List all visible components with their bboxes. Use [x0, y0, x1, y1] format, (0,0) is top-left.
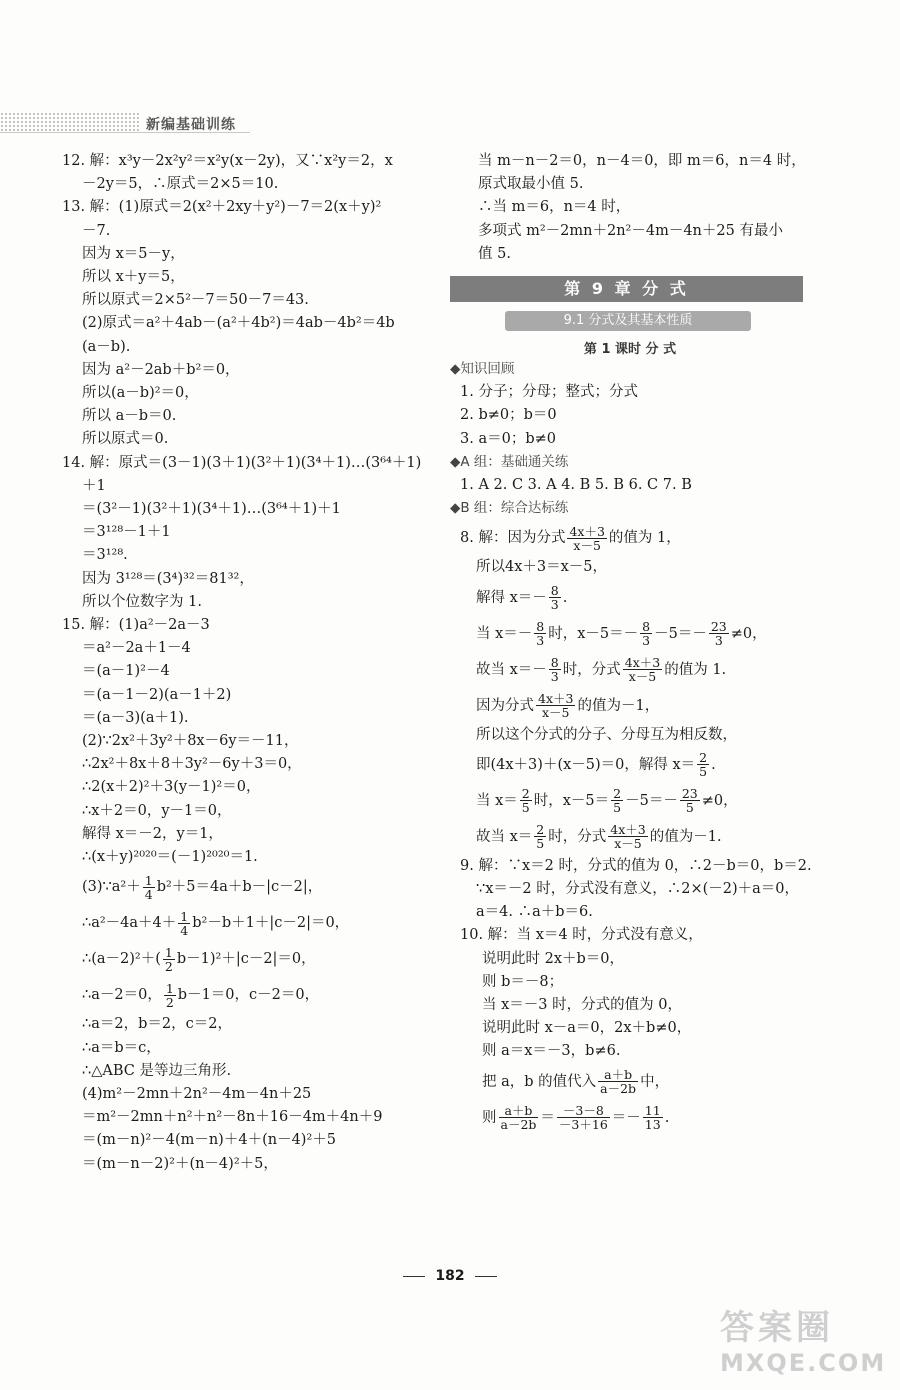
answer-line: ∴2(x＋2)²＋3(y－1)²＝0，: [82, 779, 261, 796]
denominator: 5: [699, 764, 708, 780]
answer-line: 值 5.: [478, 245, 511, 262]
answer-line: 原式取最小值 5.: [478, 176, 584, 193]
denominator: x－5: [614, 836, 642, 852]
numerator: 2: [536, 822, 545, 838]
answer-line: 15. 解：(1)a²－2a－3: [62, 617, 210, 634]
fraction: [623, 656, 662, 683]
answer-line: 所以原式＝2×5²－7＝50－7＝43.: [82, 292, 309, 309]
answer-line: ∴x＋2＝0，y－1＝0，: [82, 802, 232, 819]
answer-line: －7.: [82, 222, 111, 239]
answer-line: ＝3¹²⁸－1＋1: [82, 524, 171, 541]
numerator: a＋b: [598, 1068, 638, 1082]
text-segment: 的值为 1.: [664, 661, 727, 678]
fraction: [549, 584, 561, 611]
answer-line: 所以个位数字为 1.: [82, 593, 202, 610]
numerator: 23: [681, 786, 698, 802]
answer-line: 解得 x＝－2，y＝1，: [82, 825, 223, 842]
answer-line: ＝3¹²⁸.: [82, 547, 128, 564]
answer-line: ＝(m－n－2)²＋(n－4)²＋5，: [82, 1155, 278, 1172]
answer-line: [450, 580, 820, 616]
fraction: [520, 787, 532, 814]
answer-line: [450, 688, 820, 724]
answer-line: [450, 1100, 820, 1136]
denominator: x－5: [541, 705, 570, 721]
fraction: [178, 910, 190, 937]
text-segment: 解得 x＝－: [476, 589, 547, 606]
section-heading-group-b: ◆B 组：综合达标练: [450, 500, 569, 517]
numerator: －3－8: [557, 1104, 610, 1118]
answer-line: 9. 解：∵x＝2 时，分式的值为 0，∴2－b＝0，b＝2.: [460, 857, 812, 874]
fraction: [643, 1104, 663, 1131]
text-segment: 时，分式: [562, 661, 621, 678]
fraction: [549, 656, 561, 683]
answer-line: ＝(a－1－2)(a－1＋2): [82, 686, 232, 703]
denominator: a－2b: [500, 1117, 537, 1133]
text-segment: 则: [482, 1109, 497, 1126]
page-number: [0, 1268, 900, 1284]
text-segment: 时，x－5＝－: [548, 625, 639, 642]
answer-line: ＝(m－n)²－4(m－n)＋4＋(n－4)²＋5: [82, 1132, 336, 1149]
answer-line: 1. A 2. C 3. A 4. B 5. B 6. C 7. B: [460, 477, 692, 494]
answer-line: 当 x＝－3 时，分式的值为 0，: [482, 997, 682, 1014]
answer-line: 因为 a²－2ab＋b²＝0，: [82, 361, 240, 378]
numerator: 4x＋3: [610, 822, 646, 838]
text-segment: b²＋5＝4a＋b－|c－2|，: [156, 879, 323, 896]
section-banner: 9.1 分式及其基本性质: [505, 311, 751, 331]
numerator: 2: [521, 786, 530, 802]
denominator: 5: [536, 836, 545, 852]
answer-line: 则 a＝x＝－3，b≠6.: [482, 1043, 621, 1060]
fraction: [697, 751, 709, 778]
answer-line: [62, 869, 432, 905]
numerator: 23: [710, 619, 727, 635]
fraction: [534, 823, 546, 850]
fraction: [143, 874, 155, 901]
denominator: 4: [144, 886, 153, 902]
answer-line: [62, 977, 432, 1013]
fraction: [499, 1104, 539, 1131]
numerator: 1: [165, 980, 174, 996]
text-segment: (3)∵a²＋: [82, 879, 141, 896]
fraction: [567, 525, 606, 552]
answer-line: ∴a＝b＝c，: [82, 1039, 161, 1056]
header-decoration: [0, 112, 140, 132]
numerator: 8: [536, 619, 545, 635]
denominator: 5: [685, 800, 694, 816]
answer-line: [450, 652, 820, 688]
answer-line: 所以 a－b＝0.: [82, 408, 177, 425]
answer-line: 则 b＝－8；: [482, 973, 564, 990]
text-segment: －5＝－: [654, 625, 707, 642]
denominator: 5: [613, 800, 622, 816]
numerator: 8: [642, 619, 651, 635]
answer-line: 所以原式＝0.: [82, 431, 169, 448]
answer-line: [450, 520, 820, 556]
book-title: 新编基础训练: [146, 117, 236, 133]
text-segment: ≠0，: [701, 792, 738, 809]
answer-line: 多项式 m²－2mn＋2n²－4m－4n＋25 有最小: [478, 222, 783, 239]
fraction: [536, 692, 575, 719]
text-segment: ＝: [540, 1109, 555, 1126]
answer-line: (2)∵2x²＋3y²＋8x－6y＝－11，: [82, 733, 299, 750]
denominator: －3＋16: [558, 1117, 608, 1133]
numerator: 8: [550, 583, 559, 599]
numerator: 1: [180, 908, 189, 924]
page-number-dash: [475, 1276, 497, 1277]
text-segment: ≠0，: [730, 625, 767, 642]
answer-line: 12. 解：x³y－2x²y²＝x²y(x－2y)，又∵x²y＝2，x: [62, 153, 393, 169]
denominator: 13: [644, 1117, 661, 1133]
text-segment: 8. 解：因为分式: [460, 530, 566, 547]
left-column: [62, 150, 432, 1176]
answer-line: [450, 747, 820, 783]
watermark-top: 答案圈: [720, 1308, 834, 1348]
text-segment: 故当 x＝: [476, 828, 533, 845]
answer-line: ∴(x＋y)²⁰²⁰＝(－1)²⁰²⁰＝1.: [82, 849, 258, 866]
numerator: 4x＋3: [538, 691, 574, 707]
answer-line: 因为 3¹²⁸＝(3⁴)³²＝81³²，: [82, 570, 254, 587]
answer-line: ∵x＝－2 时，分式没有意义，∴2×(－2)＋a＝0，: [476, 881, 800, 898]
text-segment: 时，分式: [548, 828, 607, 845]
denominator: 5: [521, 800, 530, 816]
denominator: 3: [550, 597, 559, 613]
denominator: x－5: [628, 669, 657, 685]
denominator: 3: [550, 669, 559, 685]
answer-line: [450, 819, 820, 855]
text-segment: .: [664, 1109, 670, 1126]
numerator: a＋b: [499, 1104, 539, 1118]
answer-line: [450, 1064, 820, 1100]
answer-line: ∴当 m＝6，n＝4 时，: [478, 199, 631, 216]
denominator: 3: [536, 633, 545, 649]
text-segment: 即(4x＋3)＋(x－5)＝0，解得 x＝: [476, 756, 696, 773]
answer-line: [450, 616, 820, 652]
right-column-top: [458, 150, 818, 266]
text-segment: ∴(a－2)²＋(: [82, 951, 161, 968]
text-segment: 当 x＝－: [476, 625, 533, 642]
answer-line: ∴2x²＋8x＋8＋3y²－6y＋3＝0，: [82, 756, 302, 773]
chapter-banner: 第 9 章 分 式: [450, 276, 803, 302]
fraction: [608, 823, 647, 850]
fraction: [709, 620, 729, 647]
fraction: [598, 1068, 638, 1095]
text-segment: 的值为－1，: [577, 697, 660, 714]
text-segment: 的值为－1.: [649, 828, 722, 845]
numerator: 1: [144, 872, 153, 888]
numerator: 4x＋3: [624, 655, 661, 671]
answer-line: ＝(a－1)²－4: [82, 663, 170, 680]
denominator: 4: [180, 922, 189, 938]
answer-line: 所以这个分式的分子、分母互为相反数，: [476, 726, 737, 743]
answer-line: a＝4. ∴a＋b＝6.: [476, 904, 593, 921]
text-segment: 当 x＝: [476, 792, 518, 809]
answer-line: 所以4x＋3＝x－5，: [476, 559, 608, 576]
answer-line: 13. 解：(1)原式＝2(x²＋2xy＋y²)－7＝2(x＋y)²: [62, 199, 382, 216]
answer-line: ＝(3²－1)(3²＋1)(3⁴＋1)…(3⁶⁴＋1)＋1: [82, 501, 341, 518]
answer-line: 10. 解：当 x＝4 时，分式没有意义，: [460, 927, 703, 944]
text-segment: 把 a，b 的值代入: [482, 1073, 597, 1090]
answer-line: －2y＝5，∴原式＝2×5＝10.: [82, 176, 279, 193]
denominator: x－5: [573, 537, 601, 553]
fraction: [640, 620, 652, 647]
answer-line: ∴△ABC 是等边三角形.: [82, 1062, 232, 1079]
answer-line: 所以 x＋y＝5，: [82, 269, 185, 286]
answer-line: [62, 905, 432, 941]
text-segment: .: [711, 756, 716, 773]
denominator: 2: [164, 958, 173, 974]
numerator: 11: [644, 1103, 661, 1119]
text-segment: ∴a²－4a＋4＋: [82, 915, 177, 932]
answer-line: 说明此时 2x＋b＝0，: [482, 950, 625, 967]
page-number-text: 182: [435, 1268, 465, 1284]
fraction: [680, 787, 700, 814]
denominator: 3: [642, 633, 651, 649]
answer-line: 1. 分子；分母；整式；分式: [460, 384, 638, 401]
text-segment: 的值为 1，: [608, 530, 681, 547]
denominator: 2: [165, 994, 174, 1010]
text-segment: 故当 x＝－: [476, 661, 547, 678]
fraction: [557, 1104, 610, 1131]
page-number-dash: [403, 1276, 425, 1277]
fraction: [164, 982, 176, 1009]
text-segment: .: [562, 589, 568, 606]
answer-line: ＋1: [82, 477, 106, 494]
fraction: [534, 620, 546, 647]
answer-line: 14. 解：原式＝(3－1)(3＋1)(3²＋1)(3⁴＋1)…(3⁶⁴＋1): [62, 454, 422, 471]
text-segment: ＝－: [611, 1109, 641, 1126]
text-segment: 因为分式: [476, 697, 534, 714]
denominator: 3: [714, 633, 723, 649]
answer-line: 当 m－n－2＝0，n－4＝0，即 m＝6，n＝4 时，: [478, 153, 806, 169]
answer-line: ∴a＝2，b＝2，c＝2，: [82, 1016, 232, 1033]
watermark-logo: [720, 1300, 890, 1380]
denominator: a－2b: [600, 1081, 637, 1097]
text-segment: ∴a－2＝0，: [82, 987, 162, 1004]
text-segment: b²－b＋1＋|c－2|＝0，: [192, 915, 350, 932]
numerator: 4x＋3: [569, 523, 605, 539]
answer-line: [62, 941, 432, 977]
numerator: 2: [699, 750, 708, 766]
text-segment: b－1)²＋|c－2|＝0，: [176, 951, 316, 968]
fraction: [611, 787, 623, 814]
text-segment: 时，x－5＝: [533, 792, 610, 809]
answer-line: (a－b).: [82, 338, 131, 355]
section-heading-review: ◆知识回顾: [450, 361, 515, 377]
answer-line: 因为 x＝5－y，: [82, 245, 185, 262]
text-segment: b－1＝0，c－2＝0，: [177, 987, 320, 1004]
answer-line: [450, 783, 820, 819]
fraction: [163, 946, 175, 973]
answer-line: ＝(a－3)(a＋1).: [82, 709, 189, 726]
lesson-title: 第 1 课时 分 式: [583, 342, 677, 357]
right-column-body: [450, 358, 820, 1136]
answer-line: 说明此时 x－a＝0，2x＋b≠0，: [482, 1020, 692, 1037]
numerator: 2: [613, 786, 622, 802]
section-heading-group-a: ◆A 组：基础通关练: [450, 453, 569, 470]
text-segment: 中，: [640, 1073, 670, 1090]
text-segment: －5＝－: [625, 792, 678, 809]
answer-line: (4)m²－2mn＋2n²－4m－4n＋25: [82, 1085, 312, 1102]
watermark-bottom: MXQE.COM: [720, 1349, 887, 1377]
answer-line: ＝a²－2a＋1－4: [82, 640, 191, 657]
answer-line: 2. b≠0；b＝0: [460, 407, 557, 424]
answer-line: ＝m²－2mn＋n²＋n²－8n＋16－4m＋4n＋9: [82, 1109, 383, 1126]
numerator: 1: [164, 944, 173, 960]
answer-line: 3. a＝0；b≠0: [460, 430, 556, 447]
numerator: 8: [550, 655, 559, 671]
answer-line: (2)原式＝a²＋4ab－(a²＋4b²)＝4ab－4b²＝4b: [82, 315, 395, 332]
answer-line: 所以(a－b)²＝0，: [82, 385, 199, 402]
